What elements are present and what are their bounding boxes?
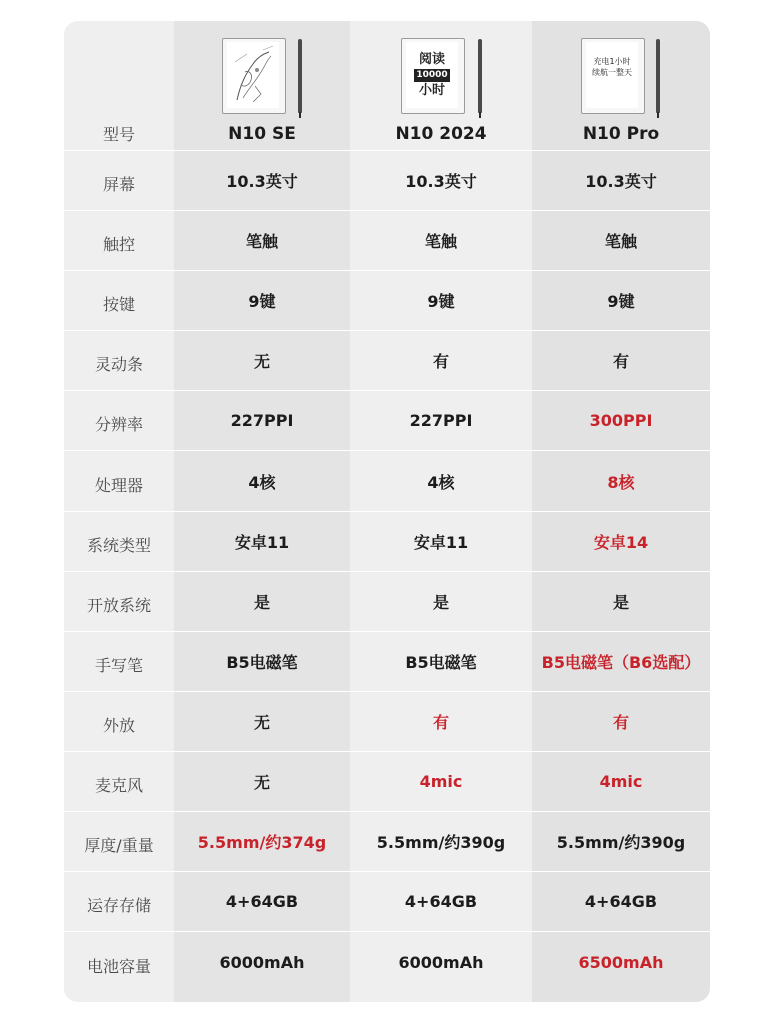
value-cell-c xyxy=(532,271,710,330)
table-row xyxy=(64,512,710,572)
row-value: 有 xyxy=(612,352,629,372)
device-b-screen-line2: 10000 xyxy=(416,69,448,80)
value-cell-b xyxy=(350,752,532,811)
value-cell-b xyxy=(350,932,532,992)
model-a-name: N10 SE xyxy=(228,124,296,144)
value-cell-a xyxy=(174,692,350,751)
row-value: 9键 xyxy=(427,292,455,312)
value-cell-a xyxy=(174,812,350,871)
comparison-table xyxy=(64,21,710,1002)
row-value: 10.3英寸 xyxy=(226,172,298,191)
value-cell-b xyxy=(350,632,532,691)
row-value: 无 xyxy=(253,352,270,372)
value-cell-c xyxy=(532,331,710,390)
value-cell-a xyxy=(174,572,350,631)
value-cell-c xyxy=(532,752,710,811)
table-row xyxy=(64,872,710,932)
table-row xyxy=(64,211,710,271)
value-cell-b xyxy=(350,872,532,931)
row-value: 4+64GB xyxy=(404,892,478,912)
row-value: 有 xyxy=(612,712,629,732)
row-value: 是 xyxy=(432,592,449,612)
sketch-illustration-icon xyxy=(227,42,279,108)
row-label: 麦克风 xyxy=(94,776,143,795)
row-value: 笔触 xyxy=(245,232,278,252)
row-label: 运存存储 xyxy=(86,896,151,916)
value-cell-c xyxy=(532,812,710,871)
model-c-name: N10 Pro xyxy=(582,124,660,144)
row-value: 6000mAh xyxy=(219,952,305,972)
stylus-pen-a xyxy=(298,39,302,113)
row-value: 8核 xyxy=(607,472,635,492)
row-label: 屏幕 xyxy=(102,175,135,194)
device-c-screen-line1: 充电1小时 xyxy=(593,57,631,66)
row-value: 4mic xyxy=(419,772,463,791)
table-row xyxy=(64,692,710,752)
value-cell-b xyxy=(350,692,532,751)
value-cell-b xyxy=(350,151,532,210)
value-cell-a xyxy=(174,331,350,390)
table-row xyxy=(64,752,710,812)
value-cell-c xyxy=(532,572,710,631)
table-row xyxy=(64,151,710,211)
row-label: 手写笔 xyxy=(94,655,143,675)
row-label: 厚度/重量 xyxy=(84,836,154,856)
value-cell-b xyxy=(350,812,532,871)
row-value: 有 xyxy=(432,712,449,732)
value-cell-b xyxy=(350,271,532,330)
row-value: B5电磁笔 xyxy=(226,652,298,672)
row-value: B5电磁笔（B6选配） xyxy=(541,652,701,672)
table-row xyxy=(64,452,710,512)
stylus-pen-b xyxy=(478,39,482,113)
value-cell-b xyxy=(350,331,532,390)
row-value: 安卓11 xyxy=(234,532,290,552)
value-cell-c xyxy=(532,512,710,571)
model-c-header xyxy=(532,21,710,150)
value-cell-a xyxy=(174,632,350,691)
row-label: 开放系统 xyxy=(86,595,151,615)
row-value: 5.5mm/约390g xyxy=(556,833,686,853)
model-a-header xyxy=(174,21,350,150)
row-value: 9键 xyxy=(248,292,276,312)
value-cell-b xyxy=(350,452,532,511)
value-cell-c xyxy=(532,452,710,511)
device-b-screen-line3: 小时 xyxy=(418,82,445,98)
row-value: 300PPI xyxy=(589,411,653,431)
model-b-name: N10 2024 xyxy=(395,124,487,144)
row-value: B5电磁笔 xyxy=(405,652,477,672)
value-cell-a xyxy=(174,872,350,931)
value-cell-a xyxy=(174,452,350,511)
row-value: 6500mAh xyxy=(578,952,664,972)
row-value: 227PPI xyxy=(409,411,473,431)
row-value: 9键 xyxy=(607,292,635,312)
device-image-b xyxy=(401,38,465,114)
row-label: 系统类型 xyxy=(86,535,151,555)
table-row xyxy=(64,932,710,992)
row-value: 无 xyxy=(253,712,270,732)
header-label-cell xyxy=(64,21,174,150)
row-value: 是 xyxy=(612,592,629,612)
row-value: 227PPI xyxy=(230,411,294,431)
value-cell-a xyxy=(174,391,350,450)
row-value: 有 xyxy=(432,352,449,372)
row-value: 4+64GB xyxy=(584,892,658,912)
table-row xyxy=(64,391,710,451)
model-b-header xyxy=(350,21,532,150)
device-c-screen-line2: 续航一整天 xyxy=(592,68,632,77)
row-value: 笔触 xyxy=(424,232,457,252)
row-value: 4mic xyxy=(599,772,643,791)
value-cell-c xyxy=(532,872,710,931)
row-value: 4核 xyxy=(248,472,276,492)
value-cell-c xyxy=(532,151,710,210)
value-cell-a xyxy=(174,271,350,330)
row-label: 灵动条 xyxy=(94,355,143,375)
row-label: 触控 xyxy=(102,235,135,255)
row-value: 5.5mm/约390g xyxy=(376,833,506,853)
value-cell-a xyxy=(174,512,350,571)
value-cell-c xyxy=(532,211,710,270)
value-cell-a xyxy=(174,151,350,210)
table-row xyxy=(64,572,710,632)
value-cell-b xyxy=(350,512,532,571)
value-cell-c xyxy=(532,632,710,691)
value-cell-a xyxy=(174,932,350,992)
row-value: 安卓11 xyxy=(413,532,469,552)
stylus-pen-c xyxy=(656,39,660,113)
row-value: 4核 xyxy=(427,472,455,492)
row-label: 分辨率 xyxy=(94,415,143,435)
row-value: 10.3英寸 xyxy=(585,172,657,191)
row-value: 无 xyxy=(253,773,270,792)
device-image-a xyxy=(222,38,286,114)
value-cell-c xyxy=(532,692,710,751)
row-value: 10.3英寸 xyxy=(405,172,477,191)
table-row xyxy=(64,632,710,692)
row-value: 是 xyxy=(253,592,270,612)
value-cell-b xyxy=(350,572,532,631)
device-image-c xyxy=(581,38,645,114)
row-value: 6000mAh xyxy=(398,952,484,972)
table-row xyxy=(64,812,710,872)
value-cell-c xyxy=(532,391,710,450)
row-label: 外放 xyxy=(102,715,135,735)
table-header xyxy=(64,21,710,151)
value-cell-b xyxy=(350,211,532,270)
row-label: 按键 xyxy=(102,295,135,315)
device-b-screen-line1: 阅读 xyxy=(418,51,445,67)
row-value: 5.5mm/约374g xyxy=(197,833,327,853)
row-label: 电池容量 xyxy=(86,956,151,976)
table-row xyxy=(64,331,710,391)
value-cell-a xyxy=(174,211,350,270)
row-value: 安卓14 xyxy=(593,532,649,552)
table-row xyxy=(64,271,710,331)
header-label: 型号 xyxy=(102,125,135,144)
value-cell-a xyxy=(174,752,350,811)
row-value: 笔触 xyxy=(604,232,637,252)
row-label: 处理器 xyxy=(94,475,143,495)
value-cell-c xyxy=(532,932,710,992)
value-cell-b xyxy=(350,391,532,450)
row-value: 4+64GB xyxy=(225,892,299,912)
